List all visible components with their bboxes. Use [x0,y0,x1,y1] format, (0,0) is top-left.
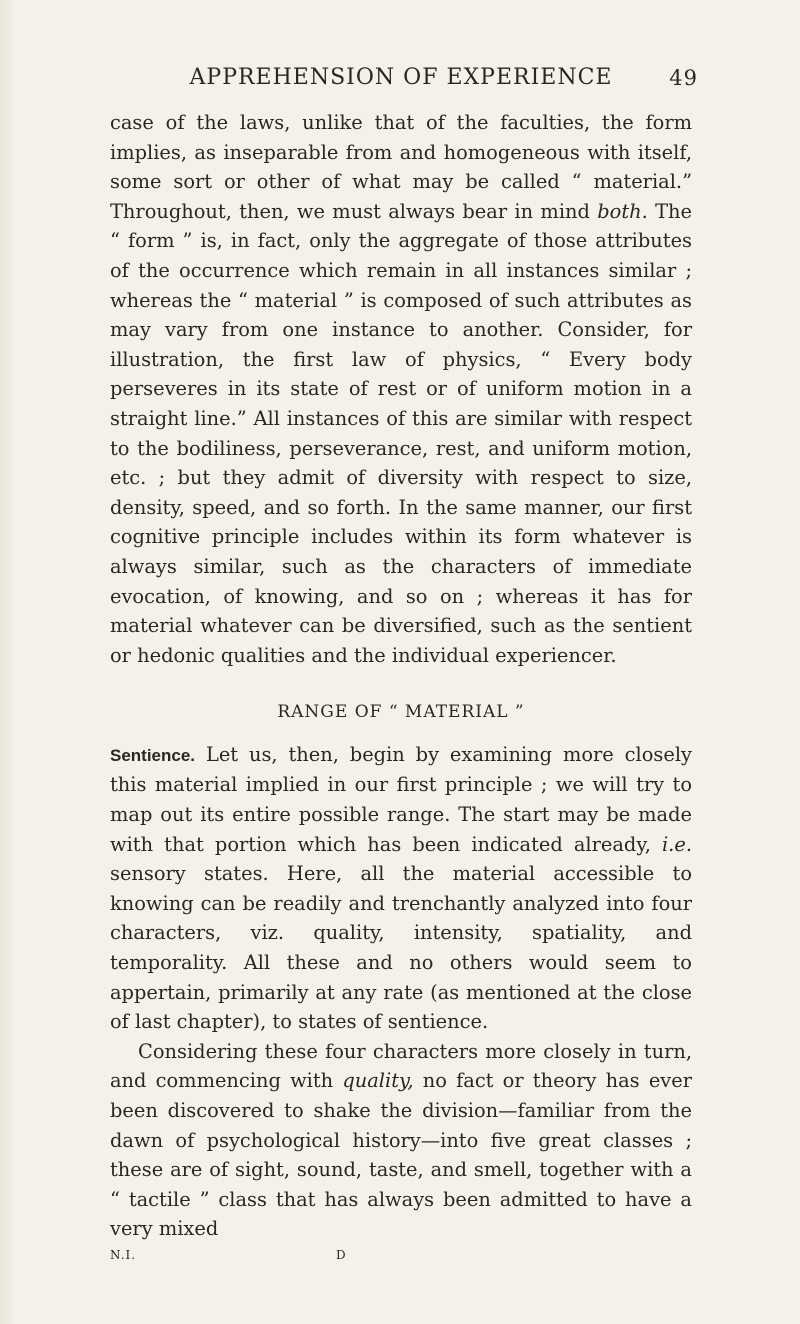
paragraph-2-emphasis: i.e. [661,832,692,856]
book-page [110,58,698,1272]
paragraph-2-part-a: Let us, then, begin by examining more closely this material implied in our first principle ; we will try to map out its entire possible range. The start may be made with that portion which has been indicated already, [110,742,692,856]
signature-line [110,1248,692,1272]
paragraph-2-part-b: sensory states. Here, all the material accessible to knowing can be readily and trenchantly analyzed into four characters, viz. quality, intensity, spatiality, and temporality. All these and no others would seem to appertain, primarily at any rate (as mentioned at the close of last chapter), to states of sentience. [110,862,692,1034]
section-heading: RANGE OF “ MATERIAL ” [277,702,525,723]
paragraph-1-part-a: case of the laws, unlike that of the faculties, the form implies, as inseparable from and homogeneous with itself, some sort or other of what may be called “ material.” Throughout, then, we must always bear in mind [110,111,692,223]
paragraph-3-emphasis: quality, [342,1069,414,1093]
signature-mark-right: D [336,1247,347,1262]
running-header [110,58,698,98]
paragraph-sentience [110,740,692,1037]
paragraph-1-emphasis: both. [597,199,648,223]
running-title: APPREHENSION OF EXPERIENCE [189,65,613,90]
paragraph-1-part-b: The “ form ” is, in fact, only the aggregate of those attributes of the occurrence which remain in all instances similar ; whereas the “ material ” is composed of such attributes as may vary from one instance to another. Consider, for illustration, the first law of physics, “ Every body perseveres in its state of rest or of uniform motion in a straight line.” All instances of this are similar with respect to the bodiliness, perseverance, rest, and uniform motion, etc. ; but they admit of diversity with respect to size, density, speed, and so forth. In the same manner, our first cognitive principle includes within its form whatever is always similar, such as the characters of immediate evocation, of knowing, and so on ; whereas it has for material whatever can be diversified, such as the sentient or hedonic qualities and the individual experiencer. [110,199,692,667]
page-number: 49 [669,66,698,90]
paragraph-form-and-material [110,108,692,670]
signature-mark-left: N.I. [110,1247,137,1262]
page-body [110,108,692,1244]
paragraph-3-part-a: Considering these four characters more closely in turn, and commencing with [110,1039,692,1093]
paragraph-quality [110,1037,692,1244]
side-heading-sentience: Sentience. [110,745,196,765]
page-gutter-shadow [0,0,14,1324]
paragraph-3-part-b: no fact or theory has ever been discovered to shake the division—familiar from the dawn of psychological history—into five great classes ; these are of sight, sound, taste, and smell, together with a “ tactile ” class that has always been admitted to have a very mixed [110,1069,692,1241]
